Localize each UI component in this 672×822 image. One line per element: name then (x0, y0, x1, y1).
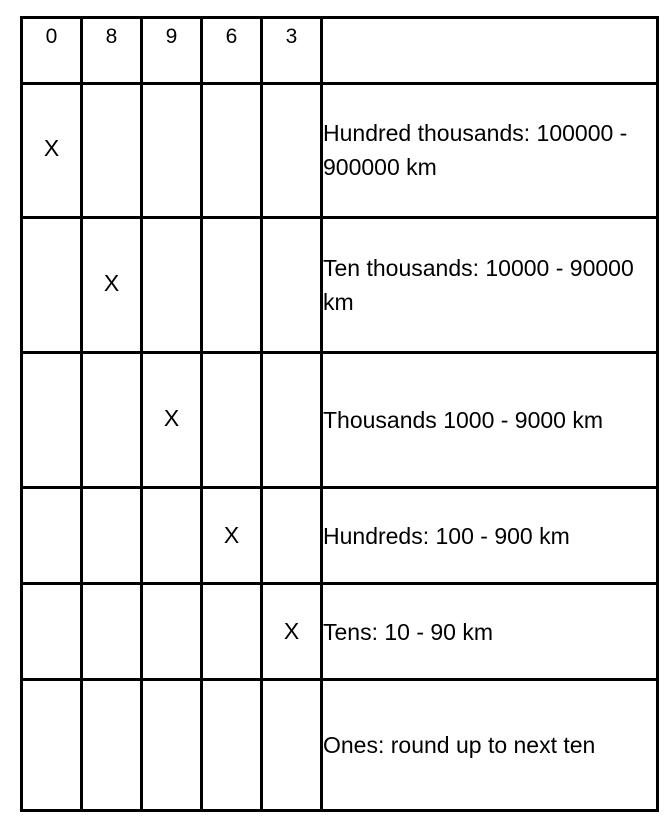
empty-cell (262, 353, 322, 488)
empty-cell (82, 680, 142, 811)
empty-cell (82, 488, 142, 584)
empty-cell (202, 584, 262, 680)
table-row (22, 584, 658, 680)
table-row (22, 84, 658, 218)
empty-cell (22, 488, 82, 584)
empty-cell (142, 680, 202, 811)
empty-cell (22, 584, 82, 680)
empty-cell (202, 84, 262, 218)
empty-cell (262, 218, 322, 353)
header-digit-2: 8 (82, 18, 142, 84)
empty-cell (22, 353, 82, 488)
row-label: Hundred thousands: 100000 - 900000 km (322, 84, 658, 218)
empty-cell (202, 680, 262, 811)
table-row (22, 488, 658, 584)
mark-cell: X (202, 488, 262, 584)
row-label: Ones: round up to next ten (322, 680, 658, 811)
mark-cell: X (22, 84, 82, 218)
mark-cell: X (82, 218, 142, 353)
header-digit-4: 6 (202, 18, 262, 84)
empty-cell (142, 218, 202, 353)
place-value-table (20, 16, 659, 812)
row-label: Thousands 1000 - 9000 km (322, 353, 658, 488)
row-label: Ten thousands: 10000 - 90000 km (322, 218, 658, 353)
empty-cell (82, 584, 142, 680)
header-row (22, 18, 658, 84)
table-row (22, 353, 658, 488)
row-label: Hundreds: 100 - 900 km (322, 488, 658, 584)
empty-cell (262, 488, 322, 584)
mark-cell: X (262, 584, 322, 680)
header-empty-cell (322, 18, 658, 84)
empty-cell (142, 584, 202, 680)
row-label: Tens: 10 - 90 km (322, 584, 658, 680)
mark-cell: X (142, 353, 202, 488)
table-row (22, 218, 658, 353)
empty-cell (202, 353, 262, 488)
header-digit-5: 3 (262, 18, 322, 84)
empty-cell (82, 84, 142, 218)
empty-cell (262, 84, 322, 218)
empty-cell (142, 84, 202, 218)
header-digit-3: 9 (142, 18, 202, 84)
empty-cell (142, 488, 202, 584)
empty-cell (82, 353, 142, 488)
header-digit-1: 0 (22, 18, 82, 84)
empty-cell (262, 680, 322, 811)
empty-cell (202, 218, 262, 353)
empty-cell (22, 218, 82, 353)
table-row (22, 680, 658, 811)
empty-cell (22, 680, 82, 811)
